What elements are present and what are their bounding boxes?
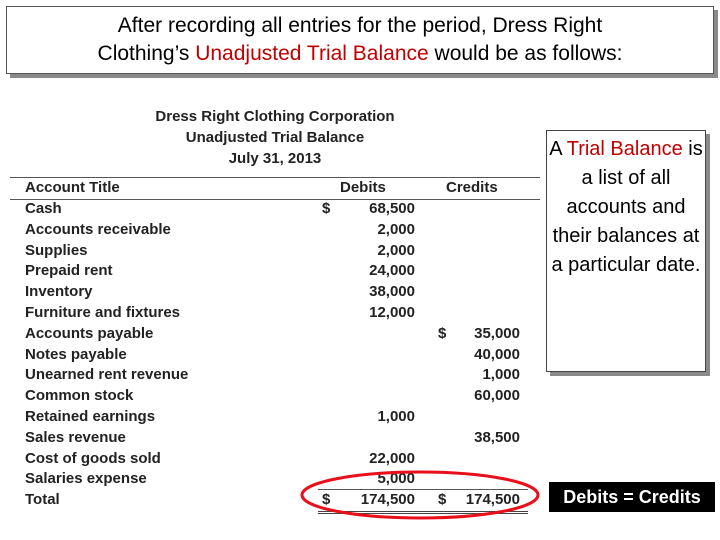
report-name: Unadjusted Trial Balance xyxy=(185,129,365,146)
debit-amount-cell: 174,500 xyxy=(360,491,415,509)
account-title-cell: Furniture and fixtures xyxy=(25,304,181,321)
debit-amount-cell: 38,000 xyxy=(369,283,415,301)
credit-amount-cell: 38,500 xyxy=(474,428,520,446)
credit-amount-cell: 1,000 xyxy=(482,366,520,384)
header-credits: Credits xyxy=(446,179,498,196)
account-title-cell: Salaries expense xyxy=(25,470,147,488)
title-line-2-pre: Clothing’s xyxy=(97,42,196,65)
credit-amount-cell: 40,000 xyxy=(474,345,520,363)
header-account-title: Account Title xyxy=(25,179,120,196)
account-title-cell: Common stock xyxy=(25,387,134,405)
definition-pre: A xyxy=(549,138,567,160)
definition-post: is a list of all accounts and their balances at a particular date. xyxy=(551,138,703,276)
company-name: Dress Right Clothing Corporation xyxy=(155,108,395,125)
account-title-cell: Total xyxy=(25,491,60,509)
debit-amount-cell: 2,000 xyxy=(377,220,415,238)
title-line-2-post: would be as follows: xyxy=(428,42,623,65)
credit-dollar-sign: $ xyxy=(438,324,447,342)
header-debits: Debits xyxy=(340,179,386,196)
debit-amount-cell: 1,000 xyxy=(377,408,415,425)
debit-amount-cell: 24,000 xyxy=(369,262,415,280)
title-highlight: Unadjusted Trial Balance xyxy=(195,42,429,65)
debit-amount-cell: 5,000 xyxy=(377,470,415,488)
credit-amount-cell: 60,000 xyxy=(474,387,520,405)
debit-dollar-sign: $ xyxy=(322,491,331,509)
account-title-cell: Accounts payable xyxy=(25,324,154,342)
account-title-cell: Cash xyxy=(25,200,62,217)
account-title-cell: Unearned rent revenue xyxy=(25,366,189,384)
debit-amount-cell: 68,500 xyxy=(369,200,415,217)
report-date: July 31, 2013 xyxy=(228,150,322,167)
definition-highlight: Trial Balance xyxy=(566,138,683,160)
account-title-cell: Sales revenue xyxy=(25,428,126,446)
debit-amount-cell: 22,000 xyxy=(369,449,415,467)
account-title-cell: Retained earnings xyxy=(25,408,156,425)
debit-amount-cell: 2,000 xyxy=(377,241,415,259)
debit-dollar-sign: $ xyxy=(322,200,331,217)
credit-dollar-sign: $ xyxy=(438,491,447,509)
account-title-cell: Cost of goods sold xyxy=(25,449,161,467)
debits-equal-credits-label: Debits = Credits xyxy=(549,482,715,512)
debit-amount-cell: 12,000 xyxy=(369,304,415,321)
account-title-cell: Notes payable xyxy=(25,345,127,363)
trial-balance-definition xyxy=(546,130,706,372)
account-title-cell: Prepaid rent xyxy=(25,262,113,280)
account-title-cell: Supplies xyxy=(25,241,88,259)
credit-amount-cell: 35,000 xyxy=(474,324,520,342)
account-title-cell: Inventory xyxy=(25,283,93,301)
title-line-1: After recording all entries for the period, Dress Right xyxy=(117,14,603,37)
account-title-cell: Accounts receivable xyxy=(25,220,171,238)
credit-amount-cell: 174,500 xyxy=(465,491,520,509)
